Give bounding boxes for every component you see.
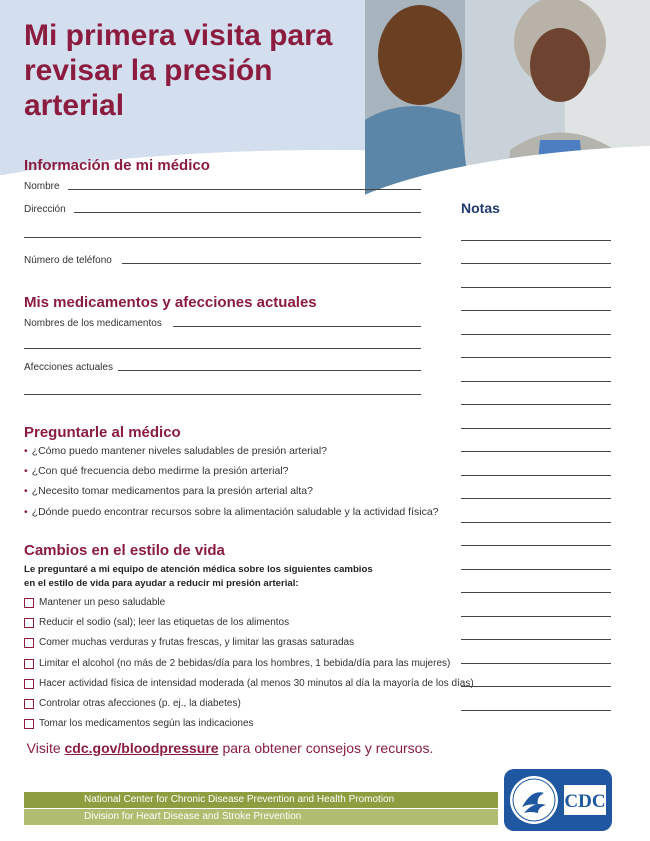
section-title-ask-doctor: Preguntarle al médico	[24, 424, 181, 441]
notes-line[interactable]	[461, 663, 611, 664]
checklist-item	[24, 617, 474, 637]
checkbox[interactable]	[24, 719, 34, 729]
visit-prefix: Visite	[26, 740, 65, 756]
notes-line[interactable]	[461, 686, 611, 687]
questions-list	[24, 444, 439, 525]
section-title-doctor-info: Información de mi médico	[24, 157, 210, 174]
footer-division-text: Division for Heart Disease and Stroke Prevention	[84, 811, 302, 822]
checklist-item	[24, 597, 474, 617]
checkbox[interactable]	[24, 598, 34, 608]
notes-line[interactable]	[461, 357, 611, 358]
checklist-label: Comer muchas verduras y frutas frescas, y limitar las grasas saturadas	[39, 637, 355, 649]
notes-line[interactable]	[461, 475, 611, 476]
visit-link[interactable]: cdc.gov/bloodpressure	[64, 740, 219, 756]
footer-division-bar	[24, 809, 498, 825]
page-title: Mi primera visita para revisar la presión arterial	[24, 19, 333, 122]
medications-line-2[interactable]	[24, 348, 421, 349]
list-item	[24, 484, 439, 504]
checklist-item	[24, 678, 474, 698]
section-title-medications: Mis medicamentos y afecciones actuales	[24, 294, 317, 311]
cdc-logo	[504, 769, 612, 831]
checklist-label: Reducir el sodio (sal); leer las etiquetas de los alimentos	[39, 617, 290, 629]
checklist-label: Hacer actividad física de intensidad moderada (al menos 30 minutos al día la mayoría de los días)	[39, 677, 474, 689]
question-text: ¿Dónde puedo encontrar recursos sobre la alimentación saludable y la actividad física?	[31, 505, 439, 518]
checklist-item	[24, 637, 474, 657]
question-text: ¿Necesito tomar medicamentos para la presión arterial alta?	[31, 485, 313, 498]
name-label: Nombre	[24, 181, 60, 192]
list-item	[24, 444, 439, 464]
checklist-item	[24, 698, 474, 718]
notes-line[interactable]	[461, 404, 611, 405]
conditions-line[interactable]	[118, 370, 421, 371]
notes-line[interactable]	[461, 287, 611, 288]
conditions-label: Afecciones actuales	[24, 362, 113, 373]
checkbox[interactable]	[24, 618, 34, 628]
lifestyle-intro	[24, 563, 373, 591]
notes-line[interactable]	[461, 263, 611, 264]
bullet: •	[24, 485, 28, 498]
footer-center-text: National Center for Chronic Disease Prevention and Health Promotion	[84, 794, 395, 805]
notes-line[interactable]	[461, 616, 611, 617]
bullet: •	[24, 445, 28, 457]
name-line[interactable]	[68, 189, 421, 190]
bullet: •	[24, 465, 28, 478]
question-text: ¿Con qué frecuencia debo medirme la presión arterial?	[31, 465, 289, 478]
checklist-label: Limitar el alcohol (no más de 2 bebidas/día para los hombres, 1 bebida/día para las mujeres)	[39, 657, 451, 669]
address-line[interactable]	[74, 212, 421, 213]
medications-label: Nombres de los medicamentos	[24, 318, 162, 329]
notes-line[interactable]	[461, 545, 611, 546]
checklist-item	[24, 718, 474, 738]
notes-line[interactable]	[461, 710, 611, 711]
notes-line[interactable]	[461, 310, 611, 311]
address-line-2[interactable]	[24, 237, 421, 238]
notes-line[interactable]	[461, 639, 611, 640]
lifestyle-intro-line: Le preguntaré a mi equipo de atención médica sobre los siguientes cambios	[24, 564, 373, 575]
notes-line[interactable]	[461, 451, 611, 452]
notes-line[interactable]	[461, 522, 611, 523]
notes-line[interactable]	[461, 428, 611, 429]
list-item	[24, 464, 439, 484]
visit-suffix: para obtener consejos y recursos.	[218, 740, 434, 756]
checkbox[interactable]	[24, 679, 34, 689]
lifestyle-checklist	[24, 597, 474, 738]
notes-heading: Notas	[461, 200, 500, 216]
lifestyle-intro-line: en el estilo de vida para ayudar a reducir mi presión arterial:	[24, 578, 299, 589]
list-item	[24, 505, 439, 525]
checkbox[interactable]	[24, 659, 34, 669]
header-photo	[365, 0, 650, 240]
conditions-line-2[interactable]	[24, 394, 421, 395]
checklist-label: Mantener un peso saludable	[39, 597, 166, 608]
checkbox[interactable]	[24, 638, 34, 648]
address-label: Dirección	[24, 204, 66, 215]
checklist-item	[24, 658, 474, 678]
checklist-label: Tomar los medicamentos según las indicaciones	[39, 718, 254, 730]
checklist-label: Controlar otras afecciones (p. ej., la diabetes)	[39, 697, 241, 709]
cdc-logo-text: CDC	[564, 791, 606, 812]
phone-line[interactable]	[122, 263, 421, 264]
footer-center-bar	[24, 792, 498, 808]
notes-line[interactable]	[461, 569, 611, 570]
bullet: •	[24, 505, 28, 518]
phone-label: Número de teléfono	[24, 255, 112, 266]
medications-line[interactable]	[173, 326, 421, 327]
cdc-logo-graphic	[504, 769, 612, 831]
notes-line[interactable]	[461, 240, 611, 241]
notes-line[interactable]	[461, 498, 611, 499]
section-title-lifestyle: Cambios en el estilo de vida	[24, 542, 225, 559]
visit-text	[0, 740, 460, 756]
notes-line[interactable]	[461, 381, 611, 382]
notes-line[interactable]	[461, 334, 611, 335]
notes-line[interactable]	[461, 592, 611, 593]
question-text: ¿Cómo puedo mantener niveles saludables de presión arterial?	[31, 445, 328, 457]
checkbox[interactable]	[24, 699, 34, 709]
